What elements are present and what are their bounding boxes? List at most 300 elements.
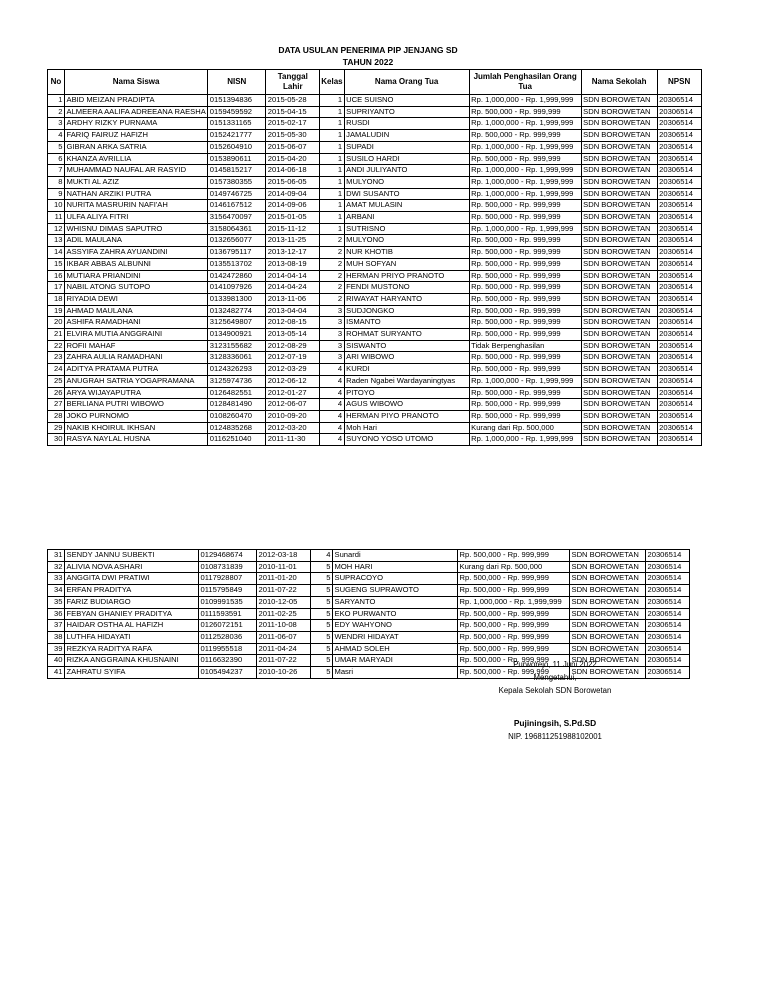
- table-row: [48, 293, 702, 305]
- cell-penghasilan: Rp. 1,000,000 - Rp. 1,999,999: [469, 165, 581, 177]
- cell-nama-siswa: GIBRAN ARKA SATRIA: [65, 141, 208, 153]
- cell-npsn: 20306514: [657, 340, 701, 352]
- cell-npsn: 20306514: [657, 258, 701, 270]
- cell-no: 35: [48, 596, 65, 608]
- cell-nama-siswa: MUKTI AL AZIZ: [65, 176, 208, 188]
- cell-npsn: 20306514: [657, 317, 701, 329]
- cell-penghasilan: Rp. 500,000 - Rp. 999,999: [458, 550, 570, 562]
- cell-tanggal-lahir: 2011-11-30: [266, 434, 320, 446]
- cell-nisn: 0142472860: [208, 270, 266, 282]
- cell-nama-orang-tua: AHMAD SOLEH: [333, 643, 458, 655]
- cell-penghasilan: Rp. 1,000,000 - Rp. 1,999,999: [469, 375, 581, 387]
- table-row: [48, 585, 690, 597]
- cell-nisn: 0111593591: [199, 608, 257, 620]
- cell-no: 11: [48, 212, 65, 224]
- cell-tanggal-lahir: 2012-07-19: [266, 352, 320, 364]
- cell-nama-orang-tua: RIWAYAT HARYANTO: [344, 293, 469, 305]
- table-row: [48, 153, 702, 165]
- cell-penghasilan: Rp. 500,000 - Rp. 999,999: [469, 130, 581, 142]
- cell-nisn: 0124835268: [208, 422, 266, 434]
- cell-nama-orang-tua: EDY WAHYONO: [333, 620, 458, 632]
- cell-nama-orang-tua: ARBANI: [344, 212, 469, 224]
- cell-npsn: 20306514: [657, 410, 701, 422]
- cell-nisn: 3158064361: [208, 223, 266, 235]
- cell-kelas: 5: [311, 573, 333, 585]
- cell-tanggal-lahir: 2015-06-07: [266, 141, 320, 153]
- cell-kelas: 2: [320, 235, 344, 247]
- cell-nama-siswa: JOKO PURNOMO: [65, 410, 208, 422]
- cell-nama-siswa: NAKIB KHOIRUL IKHSAN: [65, 422, 208, 434]
- cell-nama-orang-tua: MULYONO: [344, 176, 469, 188]
- cell-kelas: 4: [311, 550, 333, 562]
- cell-no: 33: [48, 573, 65, 585]
- cell-npsn: 20306514: [657, 364, 701, 376]
- cell-nisn: 3156470097: [208, 212, 266, 224]
- cell-tanggal-lahir: 2011-10-08: [257, 620, 311, 632]
- cell-nama-siswa: NATHAN ARZIKI PUTRA: [65, 188, 208, 200]
- cell-nama-orang-tua: ANDI JULIYANTO: [344, 165, 469, 177]
- cell-nama-siswa: ALIVIA NOVA ASHARI: [65, 561, 199, 573]
- cell-nama-orang-tua: ARI WIBOWO: [344, 352, 469, 364]
- cell-tanggal-lahir: 2015-05-28: [266, 95, 320, 107]
- table-row: [48, 631, 690, 643]
- cell-nisn: 3128336061: [208, 352, 266, 364]
- cell-kelas: 3: [320, 317, 344, 329]
- cell-penghasilan: Rp. 1,000,000 - Rp. 1,999,999: [469, 95, 581, 107]
- cell-nama-orang-tua: NUR KHOTIB: [344, 247, 469, 259]
- cell-tanggal-lahir: 2011-06-07: [257, 631, 311, 643]
- cell-nama-siswa: ABID MEIZAN PRADIPTA: [65, 95, 208, 107]
- header-npsn: NPSN: [657, 70, 701, 95]
- cell-nama-siswa: BERLIANA PUTRI WIBOWO: [65, 399, 208, 411]
- cell-nama-siswa: HAIDAR OSTHA AL HAFIZH: [65, 620, 199, 632]
- cell-kelas: 2: [320, 258, 344, 270]
- cell-nama-orang-tua: DWI SUSANTO: [344, 188, 469, 200]
- cell-tanggal-lahir: 2012-03-20: [266, 422, 320, 434]
- signature-acknowledged: Mengetahui,: [533, 673, 577, 682]
- table-row: [48, 106, 702, 118]
- cell-penghasilan: Rp. 1,000,000 - Rp. 1,999,999: [469, 188, 581, 200]
- cell-nama-siswa: ZAHRATU SYIFA: [65, 667, 199, 679]
- cell-nama-sekolah: SDN BOROWETAN: [581, 352, 657, 364]
- cell-nama-orang-tua: Raden Ngabei Wardayaningtyas: [344, 375, 469, 387]
- table-row: [48, 130, 702, 142]
- cell-nama-sekolah: SDN BOROWETAN: [581, 141, 657, 153]
- cell-nisn: 0157380355: [208, 176, 266, 188]
- cell-npsn: 20306514: [657, 282, 701, 294]
- cell-penghasilan: Rp. 500,000 - Rp. 999,999: [469, 410, 581, 422]
- cell-nama-siswa: REZKYA RADITYA RAFA: [65, 643, 199, 655]
- cell-nama-sekolah: SDN BOROWETAN: [581, 399, 657, 411]
- cell-nama-siswa: RASYA NAYLAL HUSNA: [65, 434, 208, 446]
- cell-nama-sekolah: SDN BOROWETAN: [581, 165, 657, 177]
- cell-tanggal-lahir: 2013-11-25: [266, 235, 320, 247]
- cell-nama-sekolah: SDN BOROWETAN: [581, 317, 657, 329]
- cell-nisn: 0105494237: [199, 667, 257, 679]
- cell-nama-orang-tua: SUYONO YOSO UTOMO: [344, 434, 469, 446]
- cell-tanggal-lahir: 2010-12-05: [257, 596, 311, 608]
- cell-penghasilan: Kurang dari Rp. 500,000: [458, 561, 570, 573]
- header-no: No: [48, 70, 65, 95]
- cell-npsn: 20306514: [657, 352, 701, 364]
- cell-kelas: 4: [320, 387, 344, 399]
- cell-nama-siswa: ARDHY RIZKY PURNAMA: [65, 118, 208, 130]
- cell-npsn: 20306514: [646, 608, 690, 620]
- table-row: [48, 643, 690, 655]
- cell-nama-siswa: ANGGITA DWI PRATIWI: [65, 573, 199, 585]
- cell-nama-orang-tua: Sunardi: [333, 550, 458, 562]
- cell-nisn: 0159459592: [208, 106, 266, 118]
- cell-no: 15: [48, 258, 65, 270]
- cell-tanggal-lahir: 2015-05-30: [266, 130, 320, 142]
- cell-nama-siswa: MUTIARA PRIANDINI: [65, 270, 208, 282]
- cell-no: 41: [48, 667, 65, 679]
- cell-tanggal-lahir: 2013-12-17: [266, 247, 320, 259]
- cell-penghasilan: Rp. 500,000 - Rp. 999,999: [469, 106, 581, 118]
- cell-nisn: 0119955518: [199, 643, 257, 655]
- cell-nama-orang-tua: HERMAN PRIYO PRANOTO: [344, 270, 469, 282]
- table-row: [48, 364, 702, 376]
- cell-penghasilan: Rp. 500,000 - Rp. 999,999: [458, 631, 570, 643]
- cell-npsn: 20306514: [657, 212, 701, 224]
- cell-tanggal-lahir: 2011-07-22: [257, 585, 311, 597]
- cell-nisn: 0153890611: [208, 153, 266, 165]
- cell-no: 4: [48, 130, 65, 142]
- cell-nisn: 0124326293: [208, 364, 266, 376]
- cell-nama-siswa: FARIZ BUDIARGO: [65, 596, 199, 608]
- cell-kelas: 5: [311, 561, 333, 573]
- cell-kelas: 5: [311, 643, 333, 655]
- cell-nama-sekolah: SDN BOROWETAN: [570, 655, 646, 667]
- cell-nama-orang-tua: SUPRACOYO: [333, 573, 458, 585]
- cell-tanggal-lahir: 2014-04-24: [266, 282, 320, 294]
- cell-nama-sekolah: SDN BOROWETAN: [581, 258, 657, 270]
- cell-npsn: 20306514: [657, 95, 701, 107]
- cell-nama-sekolah: SDN BOROWETAN: [570, 596, 646, 608]
- cell-tanggal-lahir: 2014-09-04: [266, 188, 320, 200]
- cell-nisn: 3123155682: [208, 340, 266, 352]
- cell-nama-orang-tua: Moh Hari: [344, 422, 469, 434]
- cell-penghasilan: Rp. 500,000 - Rp. 999,999: [469, 364, 581, 376]
- header-nama-orang-tua: Nama Orang Tua: [344, 70, 469, 95]
- cell-no: 24: [48, 364, 65, 376]
- cell-nama-siswa: LUTHFA HIDAYATI: [65, 631, 199, 643]
- cell-nama-orang-tua: ISMANTO: [344, 317, 469, 329]
- cell-penghasilan: Rp. 500,000 - Rp. 999,999: [469, 317, 581, 329]
- header-nisn: NISN: [208, 70, 266, 95]
- cell-penghasilan: Rp. 500,000 - Rp. 999,999: [469, 305, 581, 317]
- header-nama-siswa: Nama Siswa: [65, 70, 208, 95]
- cell-tanggal-lahir: 2013-11-06: [266, 293, 320, 305]
- cell-tanggal-lahir: 2013-08-19: [266, 258, 320, 270]
- cell-kelas: 1: [320, 106, 344, 118]
- cell-no: 16: [48, 270, 65, 282]
- cell-nama-orang-tua: RUSDI: [344, 118, 469, 130]
- cell-nama-siswa: ASHIFA RAMADHANI: [65, 317, 208, 329]
- cell-penghasilan: Rp. 500,000 - Rp. 999,999: [458, 620, 570, 632]
- cell-tanggal-lahir: 2012-08-15: [266, 317, 320, 329]
- cell-nama-sekolah: SDN BOROWETAN: [581, 247, 657, 259]
- cell-kelas: 1: [320, 188, 344, 200]
- cell-tanggal-lahir: 2012-03-18: [257, 550, 311, 562]
- cell-no: 34: [48, 585, 65, 597]
- cell-tanggal-lahir: 2012-03-29: [266, 364, 320, 376]
- cell-nama-orang-tua: HERMAN PIYO PRANOTO: [344, 410, 469, 422]
- cell-nisn: 0129468674: [199, 550, 257, 562]
- cell-penghasilan: Rp. 500,000 - Rp. 999,999: [469, 329, 581, 341]
- header-jumlah-penghasilan: Jumlah Penghasilan Orang Tua: [469, 70, 581, 95]
- cell-no: 18: [48, 293, 65, 305]
- cell-npsn: 20306514: [657, 399, 701, 411]
- cell-nama-sekolah: SDN BOROWETAN: [581, 223, 657, 235]
- table-row: [48, 608, 690, 620]
- cell-no: 20: [48, 317, 65, 329]
- cell-nama-sekolah: SDN BOROWETAN: [581, 329, 657, 341]
- cell-nisn: 0115795849: [199, 585, 257, 597]
- document-title: DATA USULAN PENERIMA PIP JENJANG SD: [278, 45, 458, 55]
- table-row: [48, 247, 702, 259]
- cell-no: 25: [48, 375, 65, 387]
- cell-no: 10: [48, 200, 65, 212]
- cell-tanggal-lahir: 2015-02-17: [266, 118, 320, 130]
- cell-nama-orang-tua: ROHMAT SURYANTO: [344, 329, 469, 341]
- cell-tanggal-lahir: 2010-11-01: [257, 561, 311, 573]
- cell-kelas: 2: [320, 247, 344, 259]
- cell-nama-sekolah: SDN BOROWETAN: [581, 130, 657, 142]
- cell-nisn: 0116632390: [199, 655, 257, 667]
- cell-nisn: 0108260470: [208, 410, 266, 422]
- cell-nama-orang-tua: MUH SOFYAN: [344, 258, 469, 270]
- table-row: [48, 200, 702, 212]
- cell-no: 40: [48, 655, 65, 667]
- cell-no: 12: [48, 223, 65, 235]
- cell-nama-sekolah: SDN BOROWETAN: [581, 305, 657, 317]
- cell-npsn: 20306514: [657, 293, 701, 305]
- cell-nama-sekolah: SDN BOROWETAN: [581, 434, 657, 446]
- header-nama-sekolah: Nama Sekolah: [581, 70, 657, 95]
- cell-nisn: 0128481490: [208, 399, 266, 411]
- cell-kelas: 5: [311, 608, 333, 620]
- cell-npsn: 20306514: [657, 141, 701, 153]
- cell-nama-orang-tua: AGUS WIBOWO: [344, 399, 469, 411]
- cell-nama-siswa: NABIL ATONG SUTOPO: [65, 282, 208, 294]
- cell-nisn: 0126482551: [208, 387, 266, 399]
- cell-nama-siswa: AHMAD MAULANA: [65, 305, 208, 317]
- table-row: [48, 270, 702, 282]
- cell-nama-orang-tua: WENDRI HIDAYAT: [333, 631, 458, 643]
- table-row: [48, 434, 702, 446]
- cell-npsn: 20306514: [657, 106, 701, 118]
- cell-no: 9: [48, 188, 65, 200]
- cell-nama-sekolah: SDN BOROWETAN: [581, 235, 657, 247]
- cell-kelas: 4: [320, 410, 344, 422]
- table-row: [48, 596, 690, 608]
- cell-nama-orang-tua: MOH HARI: [333, 561, 458, 573]
- cell-penghasilan: Rp. 1,000,000 - Rp. 1,999,999: [458, 596, 570, 608]
- cell-tanggal-lahir: 2012-08-29: [266, 340, 320, 352]
- table-row: [48, 422, 702, 434]
- cell-nisn: 0145815217: [208, 165, 266, 177]
- cell-nama-orang-tua: PITOYO: [344, 387, 469, 399]
- cell-kelas: 4: [320, 434, 344, 446]
- cell-nama-sekolah: SDN BOROWETAN: [581, 176, 657, 188]
- table-row: [48, 118, 702, 130]
- cell-kelas: 2: [320, 293, 344, 305]
- cell-kelas: 2: [320, 270, 344, 282]
- cell-kelas: 3: [320, 352, 344, 364]
- cell-penghasilan: Rp. 500,000 - Rp. 999,999: [458, 655, 570, 667]
- cell-no: 19: [48, 305, 65, 317]
- cell-nama-siswa: FARIQ FAIRUZ HAFIZH: [65, 130, 208, 142]
- cell-tanggal-lahir: 2014-04-14: [266, 270, 320, 282]
- table-row: [48, 561, 690, 573]
- cell-nama-siswa: FEBYAN GHANIEY PRADITYA: [65, 608, 199, 620]
- cell-kelas: 5: [311, 585, 333, 597]
- cell-no: 27: [48, 399, 65, 411]
- cell-penghasilan: Rp. 500,000 - Rp. 999,999: [458, 643, 570, 655]
- cell-nama-siswa: WHISNU DIMAS SAPUTRO: [65, 223, 208, 235]
- cell-kelas: 4: [320, 375, 344, 387]
- table-row: [48, 620, 690, 632]
- table-row: [48, 258, 702, 270]
- cell-nama-siswa: ANUGRAH SATRIA YOGAPRAMANA: [65, 375, 208, 387]
- table-row: [48, 282, 702, 294]
- cell-nama-sekolah: SDN BOROWETAN: [570, 667, 646, 679]
- cell-penghasilan: Rp. 500,000 - Rp. 999,999: [458, 667, 570, 679]
- cell-nama-sekolah: SDN BOROWETAN: [581, 106, 657, 118]
- cell-npsn: 20306514: [657, 130, 701, 142]
- cell-npsn: 20306514: [657, 188, 701, 200]
- signature-nip: NIP. 196811251988102001: [508, 732, 602, 741]
- cell-npsn: 20306514: [657, 270, 701, 282]
- cell-nama-sekolah: SDN BOROWETAN: [570, 620, 646, 632]
- cell-npsn: 20306514: [646, 643, 690, 655]
- cell-nama-sekolah: SDN BOROWETAN: [581, 212, 657, 224]
- signature-name: Pujiningsih, S.Pd.SD: [513, 718, 597, 728]
- cell-tanggal-lahir: 2015-11-12: [266, 223, 320, 235]
- cell-penghasilan: Rp. 1,000,000 - Rp. 1,999,999: [469, 434, 581, 446]
- cell-tanggal-lahir: 2011-04-24: [257, 643, 311, 655]
- cell-nama-sekolah: SDN BOROWETAN: [570, 561, 646, 573]
- cell-penghasilan: Rp. 500,000 - Rp. 999,999: [469, 153, 581, 165]
- cell-penghasilan: Rp. 500,000 - Rp. 999,999: [469, 270, 581, 282]
- cell-penghasilan: Rp. 1,000,000 - Rp. 1,999,999: [469, 223, 581, 235]
- cell-no: 14: [48, 247, 65, 259]
- cell-kelas: 1: [320, 176, 344, 188]
- table-row: [48, 329, 702, 341]
- table-row: [48, 212, 702, 224]
- cell-nama-siswa: ARYA WIJAYAPUTRA: [65, 387, 208, 399]
- cell-nama-orang-tua: UCE SUISNO: [344, 95, 469, 107]
- cell-npsn: 20306514: [657, 235, 701, 247]
- cell-kelas: 5: [311, 620, 333, 632]
- cell-nama-siswa: RIZKA ANGGRAINA KHUSNAINI: [65, 655, 199, 667]
- cell-nama-sekolah: SDN BOROWETAN: [581, 340, 657, 352]
- cell-npsn: 20306514: [657, 153, 701, 165]
- cell-nama-orang-tua: JAMALUDIN: [344, 130, 469, 142]
- cell-no: 23: [48, 352, 65, 364]
- table-row: [48, 188, 702, 200]
- cell-nama-sekolah: SDN BOROWETAN: [581, 118, 657, 130]
- cell-penghasilan: Rp. 500,000 - Rp. 999,999: [469, 212, 581, 224]
- cell-no: 6: [48, 153, 65, 165]
- cell-tanggal-lahir: 2015-04-20: [266, 153, 320, 165]
- cell-nisn: 0108731839: [199, 561, 257, 573]
- cell-tanggal-lahir: 2012-06-12: [266, 375, 320, 387]
- cell-no: 38: [48, 631, 65, 643]
- cell-npsn: 20306514: [646, 561, 690, 573]
- cell-kelas: 5: [311, 631, 333, 643]
- cell-kelas: 1: [320, 200, 344, 212]
- cell-nisn: 0136795117: [208, 247, 266, 259]
- cell-kelas: 2: [320, 282, 344, 294]
- cell-kelas: 1: [320, 118, 344, 130]
- cell-tanggal-lahir: 2010-09-20: [266, 410, 320, 422]
- cell-no: 28: [48, 410, 65, 422]
- cell-nama-sekolah: SDN BOROWETAN: [581, 410, 657, 422]
- cell-nama-siswa: ADIL MAULANA: [65, 235, 208, 247]
- cell-no: 5: [48, 141, 65, 153]
- cell-nama-sekolah: SDN BOROWETAN: [581, 422, 657, 434]
- cell-nama-siswa: ALMEERA AALIFA ADREEANA RAESHA: [65, 106, 208, 118]
- cell-no: 32: [48, 561, 65, 573]
- cell-npsn: 20306514: [657, 375, 701, 387]
- cell-no: 29: [48, 422, 65, 434]
- cell-penghasilan: Rp. 500,000 - Rp. 999,999: [469, 235, 581, 247]
- cell-nama-sekolah: SDN BOROWETAN: [581, 375, 657, 387]
- cell-penghasilan: Tidak Berpenghasilan: [469, 340, 581, 352]
- cell-penghasilan: Rp. 500,000 - Rp. 999,999: [469, 258, 581, 270]
- cell-nama-siswa: ADITYA PRATAMA PUTRA: [65, 364, 208, 376]
- cell-penghasilan: Rp. 500,000 - Rp. 999,999: [469, 387, 581, 399]
- cell-tanggal-lahir: 2015-06-05: [266, 176, 320, 188]
- cell-nama-sekolah: SDN BOROWETAN: [581, 95, 657, 107]
- cell-tanggal-lahir: 2011-01-20: [257, 573, 311, 585]
- cell-npsn: 20306514: [657, 200, 701, 212]
- cell-tanggal-lahir: 2012-01-27: [266, 387, 320, 399]
- cell-npsn: 20306514: [646, 631, 690, 643]
- cell-nama-siswa: ROFII MAHAF: [65, 340, 208, 352]
- cell-nama-orang-tua: SUGENG SUPRAWOTO: [333, 585, 458, 597]
- table-row: [48, 141, 702, 153]
- cell-nisn: 0152604910: [208, 141, 266, 153]
- cell-nama-sekolah: SDN BOROWETAN: [581, 200, 657, 212]
- cell-tanggal-lahir: 2013-05-14: [266, 329, 320, 341]
- cell-penghasilan: Rp. 500,000 - Rp. 999,999: [469, 399, 581, 411]
- cell-npsn: 20306514: [646, 596, 690, 608]
- table-row: [48, 352, 702, 364]
- cell-nisn: 0112528036: [199, 631, 257, 643]
- cell-nisn: 3125974736: [208, 375, 266, 387]
- cell-penghasilan: Rp. 1,000,000 - Rp. 1,999,999: [469, 141, 581, 153]
- cell-penghasilan: Rp. 500,000 - Rp. 999,999: [469, 200, 581, 212]
- cell-kelas: 4: [320, 364, 344, 376]
- table-row: [48, 340, 702, 352]
- signature-position: Kepala Sekolah SDN Borowetan: [498, 686, 612, 695]
- cell-npsn: 20306514: [646, 585, 690, 597]
- cell-penghasilan: Rp. 1,000,000 - Rp. 1,999,999: [469, 176, 581, 188]
- cell-nisn: 0117928807: [199, 573, 257, 585]
- cell-nama-sekolah: SDN BOROWETAN: [581, 387, 657, 399]
- cell-npsn: 20306514: [646, 550, 690, 562]
- cell-nama-orang-tua: EKO PURWANTO: [333, 608, 458, 620]
- cell-kelas: 3: [320, 305, 344, 317]
- cell-no: 22: [48, 340, 65, 352]
- cell-nisn: 0151331165: [208, 118, 266, 130]
- cell-no: 31: [48, 550, 65, 562]
- cell-nisn: 0141097926: [208, 282, 266, 294]
- cell-kelas: 5: [311, 596, 333, 608]
